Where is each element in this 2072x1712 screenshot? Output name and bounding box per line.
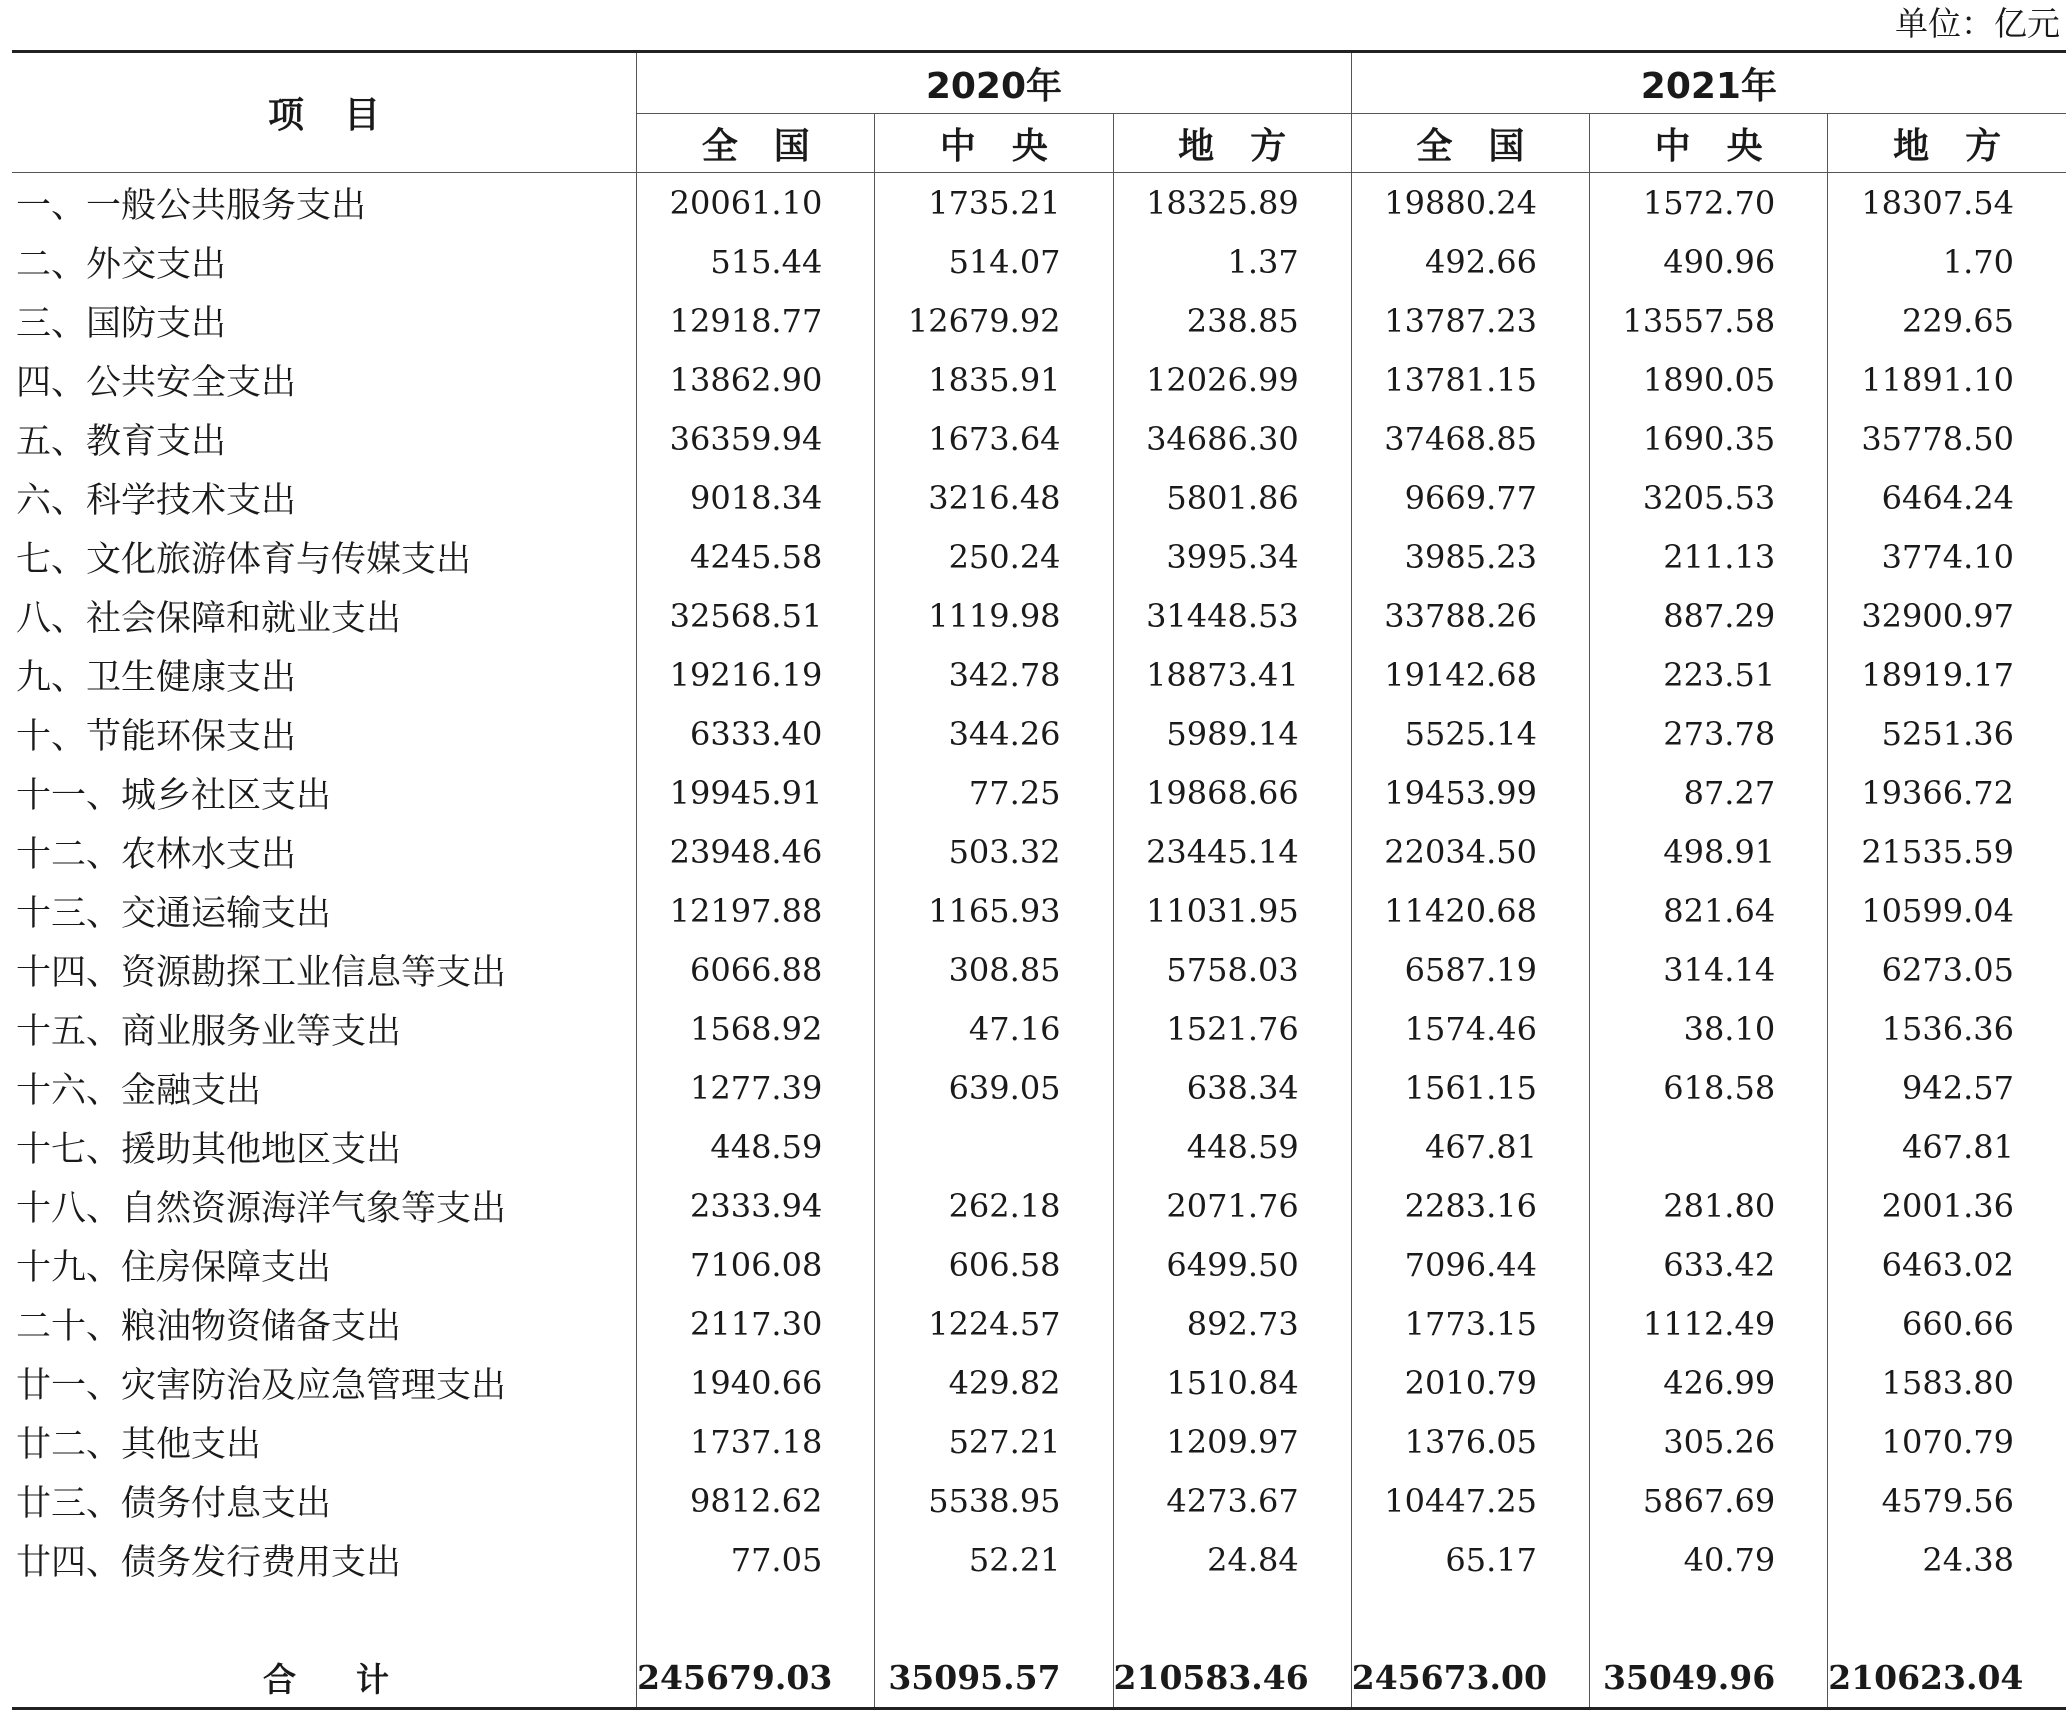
value-cell: 6333.40 bbox=[689, 714, 823, 753]
table-body bbox=[12, 173, 2066, 1709]
value-cell: 606.58 bbox=[875, 1235, 1113, 1294]
value-cell: 5867.69 bbox=[1589, 1471, 1827, 1530]
row-label: 廿三、债务付息支出 bbox=[12, 1471, 637, 1530]
value-cell: 32900.97 bbox=[1828, 586, 2066, 645]
value-cell: 5538.95 bbox=[875, 1471, 1113, 1530]
value-cell: 638.34 bbox=[1113, 1058, 1351, 1117]
table-row bbox=[12, 1530, 2066, 1589]
table-row bbox=[12, 1471, 2066, 1530]
value-cell: 1070.79 bbox=[1828, 1412, 2066, 1471]
value-cell: 19142.68 bbox=[1351, 645, 1589, 704]
value-cell: 24.38 bbox=[1828, 1530, 2066, 1589]
value-cell: 22034.50 bbox=[1351, 822, 1589, 881]
value-cell: 262.18 bbox=[875, 1176, 1113, 1235]
row-label: 十八、自然资源海洋气象等支出 bbox=[12, 1176, 637, 1235]
row-label: 十、节能环保支出 bbox=[12, 704, 637, 763]
value-cell: 11891.10 bbox=[1828, 350, 2066, 409]
value-cell: 34686.30 bbox=[1113, 409, 1351, 468]
value-cell: 1574.46 bbox=[1351, 999, 1589, 1058]
empty-cell bbox=[1351, 1589, 1589, 1647]
value-cell: 515.44 bbox=[710, 242, 823, 281]
value-cell: 5251.36 bbox=[1828, 704, 2066, 763]
empty-cell bbox=[637, 1589, 875, 1647]
value-cell: 448.59 bbox=[710, 1127, 823, 1166]
table-row bbox=[12, 409, 2066, 468]
value-cell: 12026.99 bbox=[1113, 350, 1351, 409]
row-label: 廿二、其他支出 bbox=[12, 1412, 637, 1471]
value-cell: 821.64 bbox=[1589, 881, 1827, 940]
value-cell: 467.81 bbox=[1828, 1117, 2066, 1176]
value-cell: 639.05 bbox=[875, 1058, 1113, 1117]
value-cell: 7106.08 bbox=[689, 1245, 823, 1284]
value-cell: 77.05 bbox=[730, 1540, 823, 1579]
value-cell: 6464.24 bbox=[1828, 468, 2066, 527]
value-cell: 1568.92 bbox=[689, 1009, 823, 1048]
value-cell: 12197.88 bbox=[669, 891, 823, 930]
value-cell: 1890.05 bbox=[1589, 350, 1827, 409]
value-cell: 3774.10 bbox=[1828, 527, 2066, 586]
spacer-row bbox=[12, 1589, 2066, 1647]
row-label: 二十、粮油物资储备支出 bbox=[12, 1294, 637, 1353]
row-label: 一、一般公共服务支出 bbox=[12, 173, 637, 233]
value-cell: 1835.91 bbox=[875, 350, 1113, 409]
value-cell: 4579.56 bbox=[1828, 1471, 2066, 1530]
value-cell: 2010.79 bbox=[1351, 1353, 1589, 1412]
value-cell: 36359.94 bbox=[669, 419, 823, 458]
value-cell: 77.25 bbox=[875, 763, 1113, 822]
value-cell: 6587.19 bbox=[1351, 940, 1589, 999]
value-cell: 23445.14 bbox=[1113, 822, 1351, 881]
value-cell: 4273.67 bbox=[1113, 1471, 1351, 1530]
row-label: 八、社会保障和就业支出 bbox=[12, 586, 637, 645]
value-cell: 20061.10 bbox=[669, 183, 823, 222]
value-cell: 35778.50 bbox=[1828, 409, 2066, 468]
value-cell: 47.16 bbox=[875, 999, 1113, 1058]
table-row bbox=[12, 1412, 2066, 1471]
value-cell: 5525.14 bbox=[1351, 704, 1589, 763]
value-cell: 5801.86 bbox=[1113, 468, 1351, 527]
value-cell: 19880.24 bbox=[1351, 173, 1589, 233]
value-cell: 31448.53 bbox=[1113, 586, 1351, 645]
column-header-central: 中央 bbox=[1589, 114, 1827, 173]
value-cell: 429.82 bbox=[875, 1353, 1113, 1412]
table-row bbox=[12, 1353, 2066, 1412]
table-row bbox=[12, 704, 2066, 763]
value-cell: 305.26 bbox=[1589, 1412, 1827, 1471]
row-label: 十九、住房保障支出 bbox=[12, 1235, 637, 1294]
value-cell: 13787.23 bbox=[1351, 291, 1589, 350]
unit-label: 单位：亿元 bbox=[1895, 4, 2060, 43]
table-row bbox=[12, 1058, 2066, 1117]
value-cell: 514.07 bbox=[875, 232, 1113, 291]
value-cell: 5989.14 bbox=[1113, 704, 1351, 763]
row-label: 十七、援助其他地区支出 bbox=[12, 1117, 637, 1176]
value-cell: 19868.66 bbox=[1113, 763, 1351, 822]
value-cell: 1583.80 bbox=[1828, 1353, 2066, 1412]
value-cell: 6273.05 bbox=[1828, 940, 2066, 999]
value-cell: 1673.64 bbox=[875, 409, 1113, 468]
value-cell: 2333.94 bbox=[689, 1186, 823, 1225]
table-row bbox=[12, 822, 2066, 881]
value-cell: 1277.39 bbox=[689, 1068, 823, 1107]
empty-cell bbox=[1828, 1589, 2066, 1647]
value-cell: 1510.84 bbox=[1113, 1353, 1351, 1412]
value-cell: 1376.05 bbox=[1351, 1412, 1589, 1471]
value-cell: 9812.62 bbox=[689, 1481, 823, 1520]
value-cell: 887.29 bbox=[1589, 586, 1827, 645]
value-cell: 1737.18 bbox=[689, 1422, 823, 1461]
value-cell: 618.58 bbox=[1589, 1058, 1827, 1117]
column-header-national: 全国 bbox=[1351, 114, 1589, 173]
value-cell: 12918.77 bbox=[669, 301, 823, 340]
row-label: 六、科学技术支出 bbox=[12, 468, 637, 527]
row-label: 十三、交通运输支出 bbox=[12, 881, 637, 940]
value-cell: 9669.77 bbox=[1351, 468, 1589, 527]
value-cell: 503.32 bbox=[875, 822, 1113, 881]
value-cell: 281.80 bbox=[1589, 1176, 1827, 1235]
value-cell: 18919.17 bbox=[1828, 645, 2066, 704]
row-label: 十五、商业服务业等支出 bbox=[12, 999, 637, 1058]
value-cell: 33788.26 bbox=[1351, 586, 1589, 645]
row-label: 九、卫生健康支出 bbox=[12, 645, 637, 704]
table-row bbox=[12, 232, 2066, 291]
value-cell: 633.42 bbox=[1589, 1235, 1827, 1294]
value-cell: 6499.50 bbox=[1113, 1235, 1351, 1294]
value-cell: 38.10 bbox=[1589, 999, 1827, 1058]
value-cell: 1521.76 bbox=[1113, 999, 1351, 1058]
table-row bbox=[12, 1176, 2066, 1235]
value-cell: 11031.95 bbox=[1113, 881, 1351, 940]
empty-cell bbox=[1113, 1589, 1351, 1647]
row-label: 十六、金融支出 bbox=[12, 1058, 637, 1117]
value-cell: 942.57 bbox=[1828, 1058, 2066, 1117]
value-cell: 1773.15 bbox=[1351, 1294, 1589, 1353]
value-cell: 12679.92 bbox=[875, 291, 1113, 350]
value-cell: 314.14 bbox=[1589, 940, 1827, 999]
value-cell: 2283.16 bbox=[1351, 1176, 1589, 1235]
value-cell: 18307.54 bbox=[1828, 173, 2066, 233]
value-cell: 3995.34 bbox=[1113, 527, 1351, 586]
total-row bbox=[12, 1647, 2066, 1709]
row-label: 五、教育支出 bbox=[12, 409, 637, 468]
value-cell: 3205.53 bbox=[1589, 468, 1827, 527]
table-row bbox=[12, 1235, 2066, 1294]
row-label: 七、文化旅游体育与传媒支出 bbox=[12, 527, 637, 586]
value-cell: 2001.36 bbox=[1828, 1176, 2066, 1235]
value-cell: 23948.46 bbox=[669, 832, 823, 871]
value-cell: 1735.21 bbox=[875, 173, 1113, 233]
expenditure-table bbox=[12, 50, 2066, 1710]
table-row bbox=[12, 645, 2066, 704]
value-cell: 527.21 bbox=[875, 1412, 1113, 1471]
value-cell: 19216.19 bbox=[669, 655, 823, 694]
value-cell: 1.70 bbox=[1828, 232, 2066, 291]
row-label: 二、外交支出 bbox=[12, 232, 637, 291]
row-label: 廿四、债务发行费用支出 bbox=[12, 1530, 637, 1589]
column-header-local: 地方 bbox=[1828, 114, 2066, 173]
value-cell: 9018.34 bbox=[689, 478, 823, 517]
value-cell: 342.78 bbox=[875, 645, 1113, 704]
column-header-item: 项目 bbox=[12, 52, 637, 173]
column-header-year-2020: 2020年 bbox=[637, 52, 1352, 114]
table-row bbox=[12, 173, 2066, 233]
row-label: 三、国防支出 bbox=[12, 291, 637, 350]
value-cell: 1224.57 bbox=[875, 1294, 1113, 1353]
value-cell: 1561.15 bbox=[1351, 1058, 1589, 1117]
table-row bbox=[12, 940, 2066, 999]
value-cell: 1119.98 bbox=[875, 586, 1113, 645]
value-cell: 448.59 bbox=[1113, 1117, 1351, 1176]
value-cell: 4245.58 bbox=[689, 537, 823, 576]
value-cell: 308.85 bbox=[875, 940, 1113, 999]
value-cell: 229.65 bbox=[1828, 291, 2066, 350]
value-cell: 426.99 bbox=[1589, 1353, 1827, 1412]
value-cell: 467.81 bbox=[1351, 1117, 1589, 1176]
value-cell: 1.37 bbox=[1113, 232, 1351, 291]
table-row bbox=[12, 1294, 2066, 1353]
value-cell: 245679.03 bbox=[637, 1647, 875, 1709]
value-cell: 1690.35 bbox=[1589, 409, 1827, 468]
empty-cell bbox=[875, 1589, 1113, 1647]
table-row bbox=[12, 881, 2066, 940]
row-label: 十二、农林水支出 bbox=[12, 822, 637, 881]
value-cell: 10447.25 bbox=[1351, 1471, 1589, 1530]
value-cell: 344.26 bbox=[875, 704, 1113, 763]
value-cell: 3985.23 bbox=[1351, 527, 1589, 586]
value-cell: 210623.04 bbox=[1828, 1647, 2066, 1709]
value-cell: 5758.03 bbox=[1113, 940, 1351, 999]
row-label: 十一、城乡社区支出 bbox=[12, 763, 637, 822]
value-cell: 19453.99 bbox=[1351, 763, 1589, 822]
value-cell: 2071.76 bbox=[1113, 1176, 1351, 1235]
value-cell: 65.17 bbox=[1351, 1530, 1589, 1589]
value-cell: 18325.89 bbox=[1113, 173, 1351, 233]
empty-cell bbox=[12, 1589, 637, 1647]
table-row bbox=[12, 527, 2066, 586]
row-label: 四、公共安全支出 bbox=[12, 350, 637, 409]
value-cell: 7096.44 bbox=[1351, 1235, 1589, 1294]
value-cell: 6463.02 bbox=[1828, 1235, 2066, 1294]
value-cell: 1165.93 bbox=[875, 881, 1113, 940]
value-cell: 210583.46 bbox=[1113, 1647, 1351, 1709]
value-cell: 11420.68 bbox=[1351, 881, 1589, 940]
value-cell bbox=[1589, 1117, 1827, 1176]
value-cell: 273.78 bbox=[1589, 704, 1827, 763]
value-cell: 245673.00 bbox=[1351, 1647, 1589, 1709]
table-row bbox=[12, 468, 2066, 527]
value-cell: 52.21 bbox=[875, 1530, 1113, 1589]
value-cell: 32568.51 bbox=[669, 596, 823, 635]
value-cell: 24.84 bbox=[1113, 1530, 1351, 1589]
value-cell: 238.85 bbox=[1113, 291, 1351, 350]
empty-cell bbox=[1589, 1589, 1827, 1647]
value-cell: 18873.41 bbox=[1113, 645, 1351, 704]
table-row bbox=[12, 586, 2066, 645]
value-cell: 223.51 bbox=[1589, 645, 1827, 704]
value-cell: 1112.49 bbox=[1589, 1294, 1827, 1353]
value-cell: 19945.91 bbox=[669, 773, 823, 812]
table-row bbox=[12, 763, 2066, 822]
column-header-year-2021: 2021年 bbox=[1351, 52, 2066, 114]
value-cell: 3216.48 bbox=[875, 468, 1113, 527]
row-label: 十四、资源勘探工业信息等支出 bbox=[12, 940, 637, 999]
value-cell: 2117.30 bbox=[689, 1304, 823, 1343]
value-cell: 1536.36 bbox=[1828, 999, 2066, 1058]
row-label: 廿一、灾害防治及应急管理支出 bbox=[12, 1353, 637, 1412]
value-cell: 660.66 bbox=[1828, 1294, 2066, 1353]
value-cell: 35095.57 bbox=[875, 1647, 1113, 1709]
value-cell: 13781.15 bbox=[1351, 350, 1589, 409]
column-header-central: 中央 bbox=[875, 114, 1113, 173]
value-cell: 37468.85 bbox=[1351, 409, 1589, 468]
value-cell: 1572.70 bbox=[1589, 173, 1827, 233]
value-cell: 1940.66 bbox=[689, 1363, 823, 1402]
column-header-national: 全国 bbox=[637, 114, 875, 173]
table-row bbox=[12, 1117, 2066, 1176]
value-cell: 892.73 bbox=[1113, 1294, 1351, 1353]
value-cell: 35049.96 bbox=[1589, 1647, 1827, 1709]
value-cell: 490.96 bbox=[1589, 232, 1827, 291]
value-cell: 13557.58 bbox=[1589, 291, 1827, 350]
value-cell: 13862.90 bbox=[669, 360, 823, 399]
table-row bbox=[12, 999, 2066, 1058]
column-header-local: 地方 bbox=[1113, 114, 1351, 173]
value-cell: 492.66 bbox=[1351, 232, 1589, 291]
value-cell: 21535.59 bbox=[1828, 822, 2066, 881]
value-cell: 1209.97 bbox=[1113, 1412, 1351, 1471]
value-cell: 40.79 bbox=[1589, 1530, 1827, 1589]
table-row bbox=[12, 350, 2066, 409]
value-cell: 19366.72 bbox=[1828, 763, 2066, 822]
value-cell: 10599.04 bbox=[1828, 881, 2066, 940]
value-cell: 250.24 bbox=[875, 527, 1113, 586]
value-cell bbox=[875, 1117, 1113, 1176]
value-cell: 6066.88 bbox=[689, 950, 823, 989]
value-cell: 211.13 bbox=[1589, 527, 1827, 586]
row-label: 合计 bbox=[12, 1647, 637, 1709]
value-cell: 87.27 bbox=[1589, 763, 1827, 822]
table-row bbox=[12, 291, 2066, 350]
value-cell: 498.91 bbox=[1589, 822, 1827, 881]
